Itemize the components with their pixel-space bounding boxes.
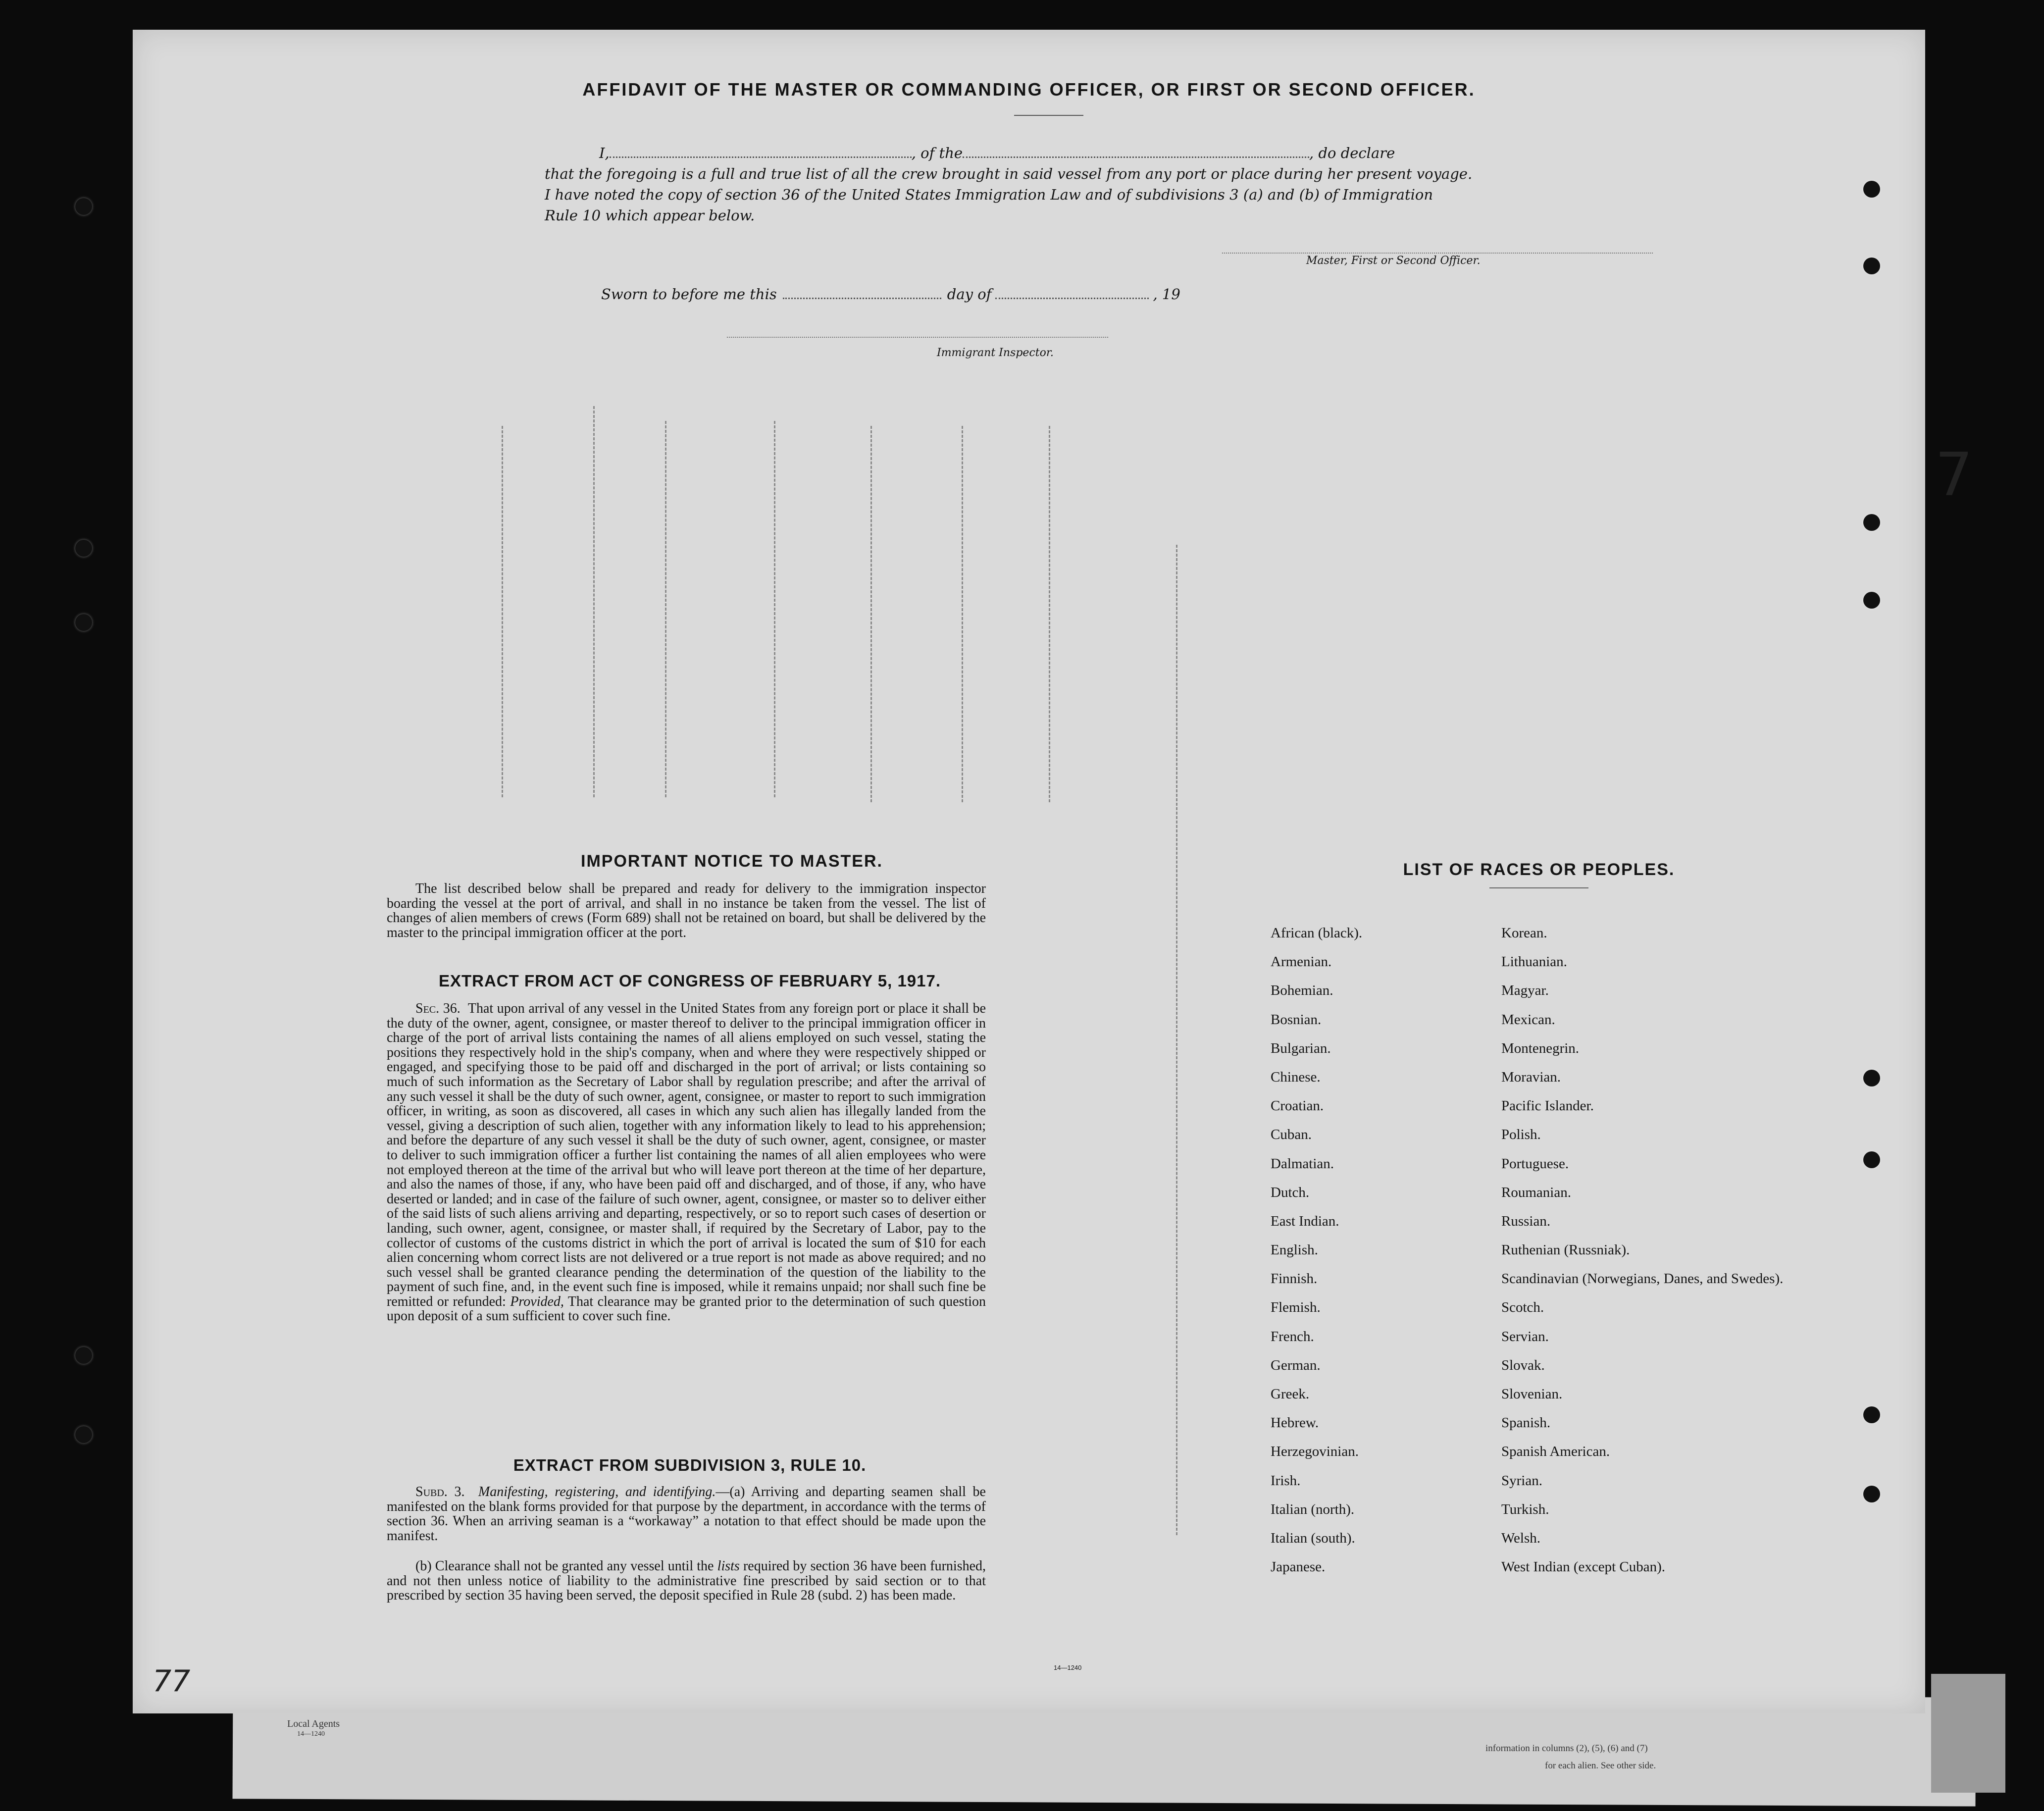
race-item: Dutch.: [1271, 1184, 1310, 1200]
year-label: , 19: [1153, 286, 1180, 303]
affidavit-line-1: [599, 145, 1395, 161]
race-item: Scotch.: [1501, 1299, 1544, 1316]
race-item: Italian (south).: [1271, 1530, 1355, 1546]
document-page: [133, 30, 1973, 1713]
handwritten-mark: 7: [1935, 441, 1973, 510]
race-item: English.: [1271, 1242, 1318, 1258]
race-item: French.: [1271, 1328, 1314, 1345]
column-line: [774, 421, 775, 797]
provided-word: Provided,: [510, 1294, 564, 1309]
sworn-line: [601, 286, 1180, 303]
race-item: Cuban.: [1271, 1127, 1312, 1143]
underlying-form-number: 14—1240: [297, 1730, 325, 1738]
underlying-each-alien-note: for each alien. See other side.: [1545, 1760, 1656, 1771]
race-item: Italian (north).: [1271, 1501, 1355, 1517]
race-item: Hebrew.: [1271, 1415, 1319, 1431]
affidavit-line-3: I have noted the copy of section 36 of the United States Immigration Law and of subdivisions 3 (a) and (b) of Immigration: [545, 186, 1433, 203]
form-number: 14—1240: [1054, 1664, 1082, 1671]
rule-extract-text-a: [387, 1485, 986, 1543]
binder-hole: [1863, 1151, 1880, 1168]
signature-label: Master, First or Second Officer.: [1306, 255, 1481, 267]
rule-text-b-start: (b) Clearance shall not be granted any vessel until the: [415, 1558, 714, 1574]
race-item: Dalmatian.: [1271, 1155, 1334, 1172]
rule-text-a: —(a) Arriving and departing seamen shall be manifested on the blank forms provided for that purpose by the department, in accordance with the terms of section 36. When an arriving seaman is a “workaway” a notation to that effect should be made upon the manifest.: [387, 1484, 986, 1544]
binder-hole: [1863, 1070, 1880, 1087]
race-item: Magyar.: [1501, 983, 1549, 999]
binder-hole: [1863, 592, 1880, 609]
race-item: Herzegovinian.: [1271, 1444, 1359, 1460]
race-item: East Indian.: [1271, 1213, 1339, 1229]
race-item: Mexican.: [1501, 1011, 1555, 1028]
column-line: [593, 406, 595, 797]
race-item: Armenian.: [1271, 954, 1332, 970]
binder-hole: [1863, 1486, 1880, 1502]
race-item: Bulgarian.: [1271, 1040, 1331, 1056]
affidavit-line-2: that the foregoing is a full and true list of all the crew brought in said vessel from any port or place during her present voyage.: [545, 165, 1473, 182]
section-36-text-end: That clearance may be granted prior to the determination of such question upon deposit of a sum sufficient to cover such fine.: [387, 1294, 986, 1324]
binder-hole: [1863, 514, 1880, 531]
race-item: Irish.: [1271, 1472, 1301, 1489]
races-title: LIST OF RACES OR PEOPLES.: [1403, 860, 1675, 879]
race-item: Bohemian.: [1271, 983, 1333, 999]
race-item: Lithuanian.: [1501, 954, 1567, 970]
race-item: Greek.: [1271, 1386, 1310, 1402]
act-extract-title: EXTRACT FROM ACT OF CONGRESS OF FEBRUARY 5, 1917.: [438, 972, 941, 990]
section-36-text: That upon arrival of any vessel in the United States from any foreign port or place it shall be the duty of the owner, agent, consignee, or master thereof to deliver to the principal immigration officer in charge of the port of arrival lists containing the names of all aliens employed on such vessel, stating the positions they respectively hold in the ship's company, when and where they were respectively shipped or engaged, and specifying those to be paid off and discharged in the port of arrival; or lists containing so much of such information as the Secretary of Labor shall by regulation prescribe; and after the arrival of any such vessel it shall be the duty of such owner, agent, consignee, or master to report to such immigration officer, in writing, as soon as discovered, all cases in which any such alien has illegally landed from the vessel, giving a description of such alien, together with any information likely to lead to his apprehension; and before the departure of any such vessel it shall be the duty of such owner, agent, consignee, or master to deliver to such immigration officer a further list containing the names of all alien employees who were not employed thereon at the time of the arrival but who will leave port thereon at the time of her departure, and also the names of those, if any, who have been paid off and discharged, and of those, if any, who have deserted or landed; and in case of the failure of such owner, agent, consignee, or master so to deliver either of the said lists of such aliens arriving and departing, respectively, or so to report such cases of desertion or landing, such owner, agent, consignee, or master shall, if required by the Secretary of Labor, pay to the collector of customs of the customs district in which the port of arrival is located the sum of $10 for each alien concerning whom correct lists are not delivered or a true report is not made as above required; and no such vessel shall be granted clearance pending the determination of the question of the liability to the payment of such fine, and, in the event such fine is imposed, while it remains unpaid; nor shall such fine be remitted or refunded:: [387, 1001, 986, 1309]
affidavit-of-the: , of the: [911, 145, 963, 161]
act-extract-text: [387, 1001, 986, 1324]
race-item: Servian.: [1501, 1328, 1549, 1345]
race-item: Russian.: [1501, 1213, 1551, 1229]
race-item: Roumanian.: [1501, 1184, 1571, 1200]
column-line: [1049, 426, 1050, 802]
race-item: Flemish.: [1271, 1299, 1321, 1316]
race-item: Japanese.: [1271, 1559, 1326, 1575]
race-item: Welsh.: [1501, 1530, 1541, 1546]
local-agents-label: Local Agents: [287, 1718, 340, 1729]
race-item: Slovenian.: [1501, 1386, 1563, 1402]
race-item: Spanish American.: [1501, 1444, 1610, 1460]
race-item: Spanish.: [1501, 1415, 1551, 1431]
races-left-column: [1271, 926, 1362, 1589]
inspector-label: Immigrant Inspector.: [937, 347, 1054, 359]
rule-text-b-end: required by section 36 have been furnished, and not then unless notice of liability to the administrative fine prescribed by said section or to that prescribed by section 35 having been served, the deposit specified in Rule 28 (subd. 2) has been made.: [387, 1558, 986, 1604]
race-item: Portuguese.: [1501, 1155, 1569, 1172]
column-line: [870, 426, 872, 802]
race-item: Montenegrin.: [1501, 1040, 1580, 1056]
title-rule: [1014, 115, 1083, 116]
column-line: [1176, 545, 1177, 1535]
race-item: West Indian (except Cuban).: [1501, 1559, 1666, 1575]
lists-word: lists: [717, 1558, 740, 1574]
binder-hole: [1863, 181, 1880, 198]
rule-extract-title: EXTRACT FROM SUBDIVISION 3, RULE 10.: [513, 1456, 867, 1474]
race-item: Slovak.: [1501, 1357, 1545, 1373]
race-item: African (black).: [1271, 925, 1363, 941]
affidavit-declare: , do declare: [1309, 145, 1395, 161]
column-line: [502, 426, 503, 797]
race-item: Scandinavian (Norwegians, Danes, and Swedes).: [1501, 1271, 1784, 1287]
underlying-columns-note: information in columns (2), (5), (6) and (7): [1485, 1743, 1648, 1754]
race-item: Finnish.: [1271, 1271, 1318, 1287]
affidavit-line-4: Rule 10 which appear below.: [545, 207, 755, 224]
subdivision-number: Subd. 3.: [415, 1484, 465, 1500]
binder-hole: [75, 614, 92, 631]
handwritten-mark: 77: [153, 1664, 191, 1699]
races-title-rule: [1489, 887, 1588, 888]
binder-hole: [1863, 1406, 1880, 1423]
binder-hole: [1863, 258, 1880, 274]
race-item: Bosnian.: [1271, 1011, 1322, 1028]
races-right-column: [1501, 926, 1783, 1589]
race-item: Ruthenian (Russniak).: [1501, 1242, 1630, 1258]
race-item: Polish.: [1501, 1127, 1541, 1143]
inspector-line: [727, 337, 1108, 338]
race-item: Syrian.: [1501, 1472, 1542, 1489]
affidavit-title: AFFIDAVIT OF THE MASTER OR COMMANDING OFFICER, OR FIRST OR SECOND OFFICER.: [582, 79, 1476, 100]
column-line: [962, 426, 963, 802]
binder-hole: [75, 1347, 92, 1364]
underlying-sheet-edge: [1931, 1674, 2005, 1793]
notice-text: The list described below shall be prepared and ready for delivery to the immigration inspector boarding the vessel at the port of arrival, and shall in no instance be taken from the vessel. The list of changes of alien members of crews (Form 689) shall not be retained on board, but shall be delivered by the master to the principal immigration officer at the port.: [387, 881, 986, 940]
race-item: Moravian.: [1501, 1069, 1561, 1085]
rule-extract-text-b: [387, 1559, 986, 1603]
binder-hole: [75, 198, 92, 215]
binder-hole: [75, 540, 92, 557]
notice-title: IMPORTANT NOTICE TO MASTER.: [581, 852, 883, 871]
sworn-label: Sworn to before me this: [601, 286, 777, 303]
column-line: [665, 421, 666, 797]
race-item: Pacific Islander.: [1501, 1098, 1594, 1114]
affidavit-i: I,: [599, 145, 610, 161]
race-item: Croatian.: [1271, 1098, 1324, 1114]
race-item: Korean.: [1501, 925, 1547, 941]
binder-hole: [75, 1426, 92, 1443]
rule-heading: Manifesting, registering, and identifying.: [478, 1484, 716, 1500]
section-number: Sec. 36.: [415, 1001, 460, 1016]
race-item: Turkish.: [1501, 1501, 1549, 1517]
race-item: Chinese.: [1271, 1069, 1321, 1085]
day-of-label: day of: [947, 286, 992, 303]
race-item: German.: [1271, 1357, 1321, 1373]
signature-line: [1222, 253, 1653, 254]
